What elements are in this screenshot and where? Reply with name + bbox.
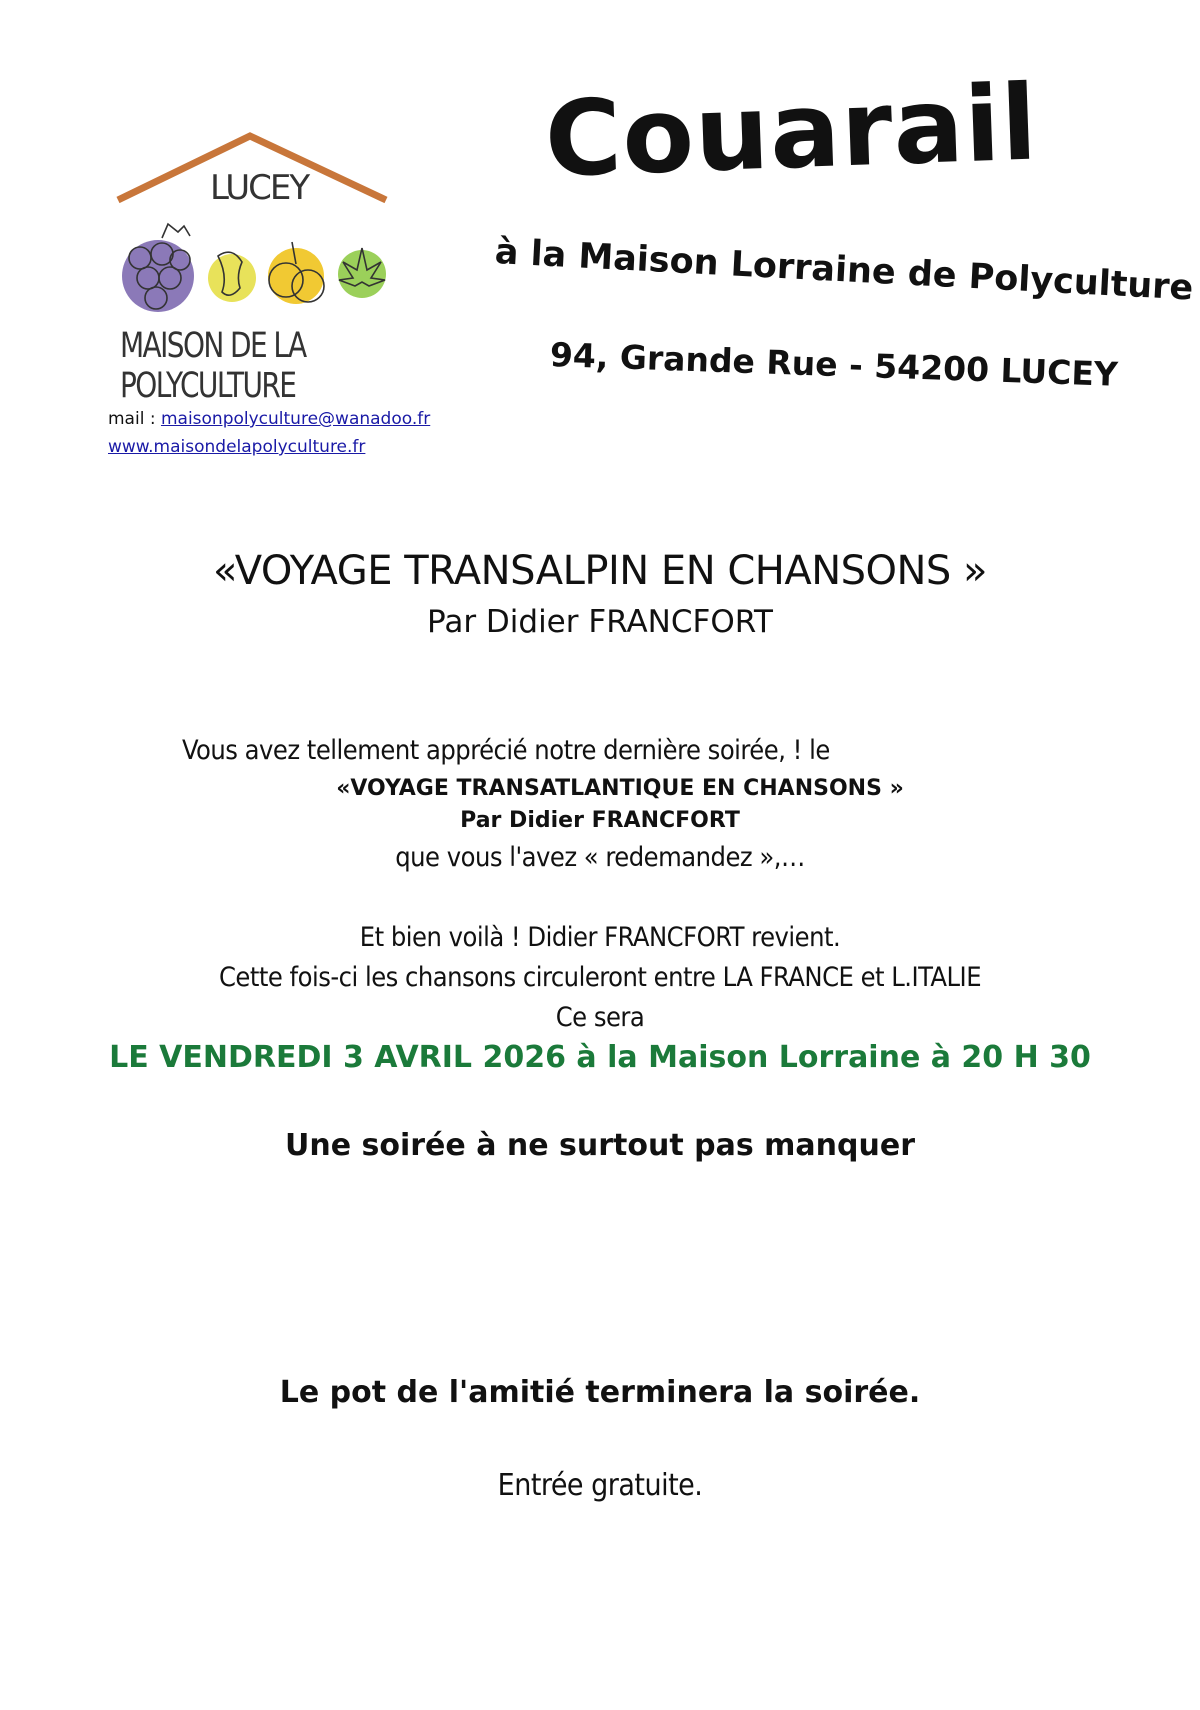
body-line-4: que vous l'avez « redemandez »,… bbox=[395, 842, 805, 873]
grapes-icon bbox=[122, 224, 194, 312]
event-date: LE VENDREDI 3 AVRIL 2026 à la Maison Lorraine à 20 H 30 bbox=[109, 1040, 1091, 1075]
entry-line: Entrée gratuite. bbox=[497, 1468, 703, 1503]
contact-block bbox=[108, 405, 430, 461]
highlight-line: Une soirée à ne surtout pas manquer bbox=[285, 1128, 915, 1163]
logo-bottom-text: MAISON DE LA POLYCULTURE bbox=[120, 326, 306, 406]
page-title: Couarail bbox=[543, 61, 1040, 201]
body-line-3: Par Didier FRANCFORT bbox=[460, 808, 740, 833]
website-link[interactable]: www.maisondelapolyculture.fr bbox=[108, 437, 366, 457]
fruit-icon bbox=[268, 242, 324, 304]
closing-line: Le pot de l'amitié terminera la soirée. bbox=[279, 1375, 921, 1410]
subtitle: à la Maison Lorraine de Polyculture bbox=[493, 232, 1195, 309]
leaf-icon bbox=[338, 248, 386, 298]
event-title: «VOYAGE TRANSALPIN EN CHANSONS » bbox=[212, 548, 988, 594]
logo-top-text: LUCEY bbox=[210, 168, 309, 208]
body-line-7: Ce sera bbox=[555, 1002, 645, 1033]
address: 94, Grande Rue - 54200 LUCEY bbox=[549, 335, 1119, 394]
body-line-1: Vous avez tellement apprécié notre dernière soirée, ! le bbox=[182, 735, 830, 766]
mail-label: mail : bbox=[108, 409, 161, 429]
logo bbox=[100, 120, 440, 420]
body-line-2: «VOYAGE TRANSATLANTIQUE EN CHANSONS » bbox=[336, 776, 904, 801]
body-line-6: Cette fois-ci les chansons circuleront entre LA FRANCE et L.ITALIE bbox=[218, 962, 982, 993]
event-by: Par Didier FRANCFORT bbox=[427, 604, 773, 640]
mail-link[interactable]: maisonpolyculture@wanadoo.fr bbox=[160, 409, 431, 429]
body-line-5: Et bien voilà ! Didier FRANCFORT revient. bbox=[359, 922, 841, 953]
hops-icon bbox=[208, 252, 256, 302]
